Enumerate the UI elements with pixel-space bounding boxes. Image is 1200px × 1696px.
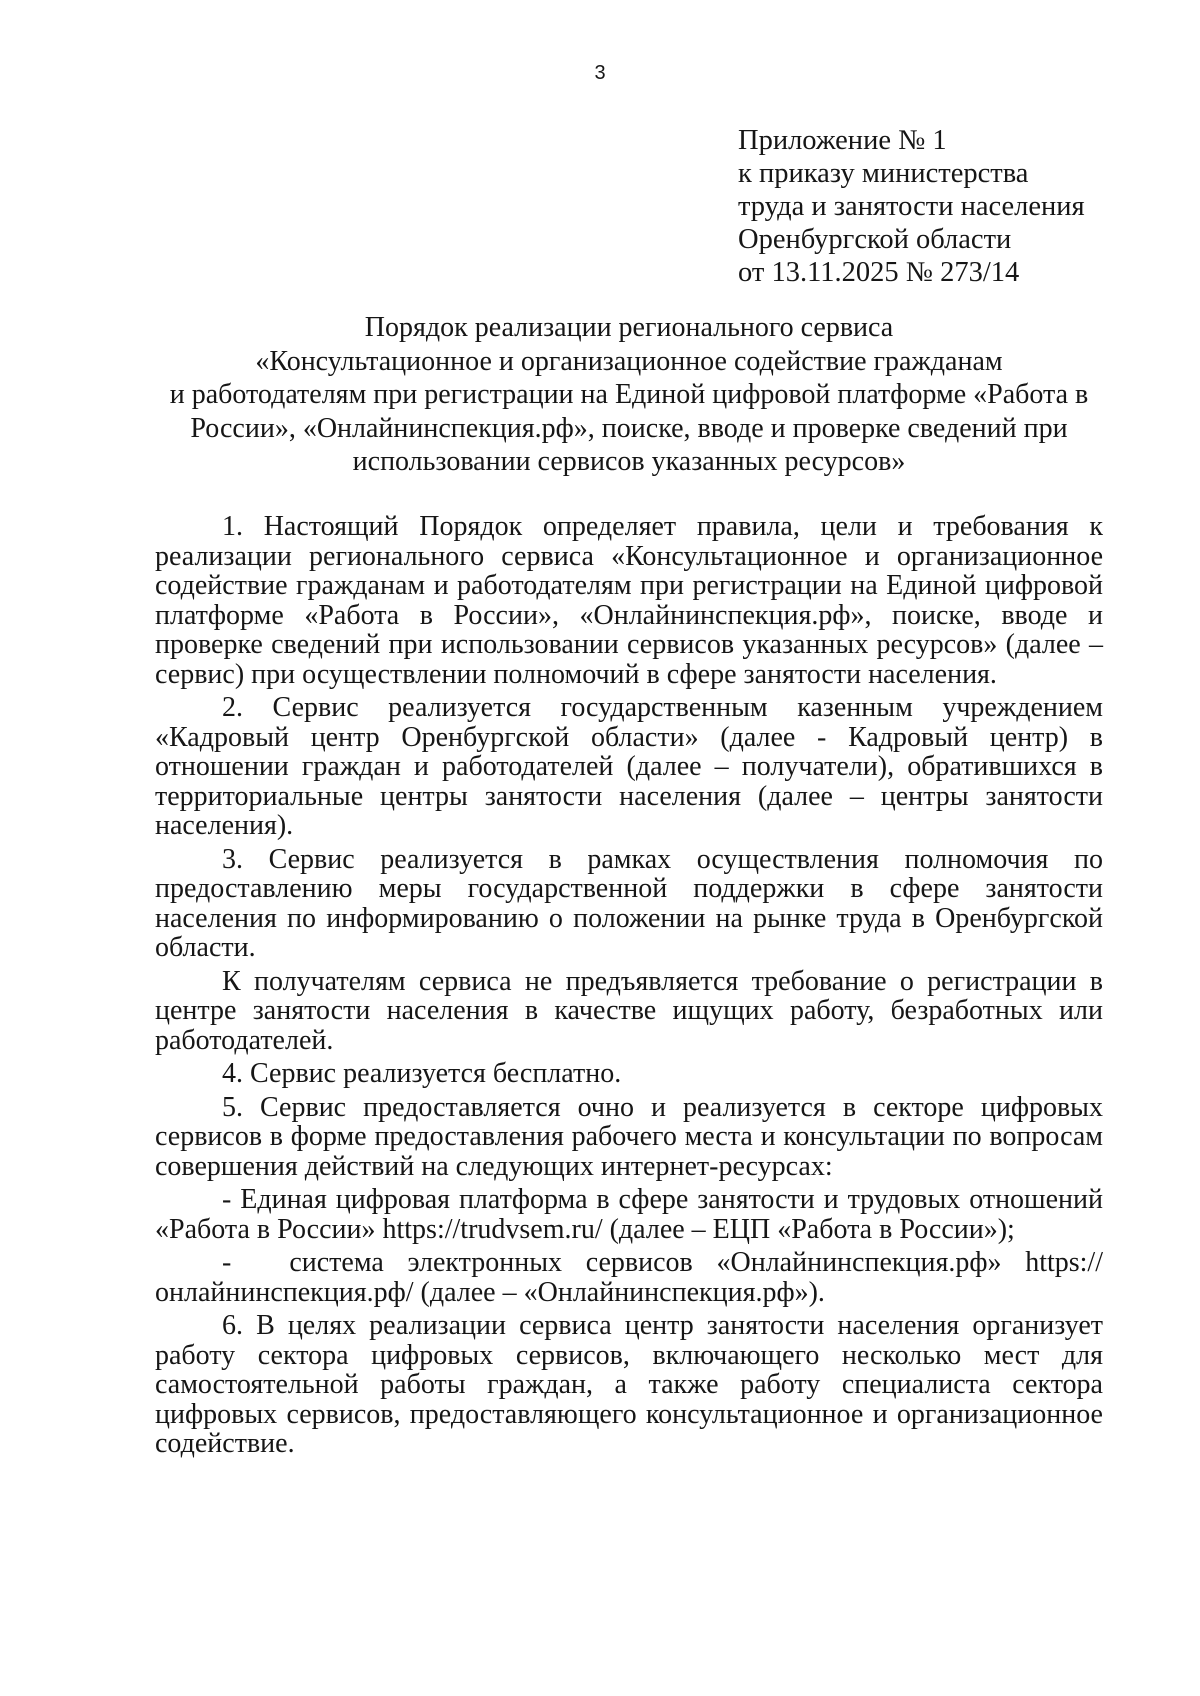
title-line: и работодателям при регистрации на Единой цифровой платформе «Работа в — [169, 379, 1089, 410]
title-line: Порядок реализации регионального сервиса — [364, 312, 894, 343]
paragraph-6: 6. В целях реализации сервиса центр занятости населения организует работу сектора цифровых сервисов, включающего несколько мест для самостоятельной работы граждан, а также работу специалиста сектора цифровых сервисов, предоставляющего консультационное и организационное содействие. — [155, 1310, 1103, 1459]
page-number: 3 — [594, 62, 606, 84]
bullet-trudvsem: - Единая цифровая платформа в сфере занятости и трудовых отношений «Работа в России» https://trudvsem.ru/ (далее – ЕЦП «Работа в России»); — [155, 1184, 1103, 1245]
document-title — [150, 311, 1108, 479]
bullet-text: система электронных сервисов «Онлайнинспекция.рф» https://онлайнинспекция.рф/ (далее – «Онлайнинспекция.рф»). — [155, 1247, 1103, 1308]
document-body — [155, 512, 1103, 1459]
paragraph-4: 4. Сервис реализуется бесплатно. — [222, 1058, 622, 1089]
title-line: «Консультационное и организационное содействие гражданам — [255, 345, 1003, 377]
appendix-line: от 13.11.2025 № 273/14 — [738, 257, 1020, 288]
title-line: России», «Онлайнинспекция.рф», поиске, вводе и проверке сведений при — [190, 412, 1068, 444]
appendix-line: к приказу министерства — [738, 158, 1029, 189]
bullet-onlineinspection — [155, 1248, 1103, 1307]
paragraph-2: 2. Сервис реализуется государственным казенным учреждением «Кадровый центр Оренбургской области» (далее - Кадровый центр) в отношении граждан и работодателей (далее – получатели), обратившихся в территориальные центры занятости населения (далее – центры занятости населения). — [155, 692, 1103, 841]
appendix-header — [738, 124, 1178, 289]
paragraph-3: 3. Сервис реализуется в рамках осуществления полномочия по предоставлению меры государственной поддержки в сфере занятости населения по информированию о положении на рынке труда в Оренбургской области. — [155, 843, 1103, 963]
appendix-line: Приложение № 1 — [738, 125, 947, 156]
bullet-dash: - — [222, 1247, 232, 1278]
paragraph-1: 1. Настоящий Порядок определяет правила, цели и требования к реализации регионального сервиса «Консультационное и организационное содействие гражданам и работодателям при регистрации на Единой цифровой платформе «Работа в России», «Онлайнинспекция.рф», поиске, вводе и проверке сведений при использовании сервисов указанных ресурсов» (далее – сервис) при осуществлении полномочий в сфере занятости населения. — [155, 511, 1103, 690]
title-line: использовании сервисов указанных ресурсов» — [352, 446, 906, 477]
paragraph-recipients: К получателям сервиса не предъявляется требование о регистрации в центре занятости населения в качестве ищущих работу, безработных или работодателей. — [155, 965, 1103, 1056]
paragraph-5: 5. Сервис предоставляется очно и реализуется в секторе цифровых сервисов в форме предоставления рабочего места и консультации по вопросам совершения действий на следующих интернет-ресурсах: — [155, 1091, 1103, 1182]
appendix-line: труда и занятости населения — [738, 191, 1085, 222]
appendix-line: Оренбургской области — [738, 224, 1012, 255]
